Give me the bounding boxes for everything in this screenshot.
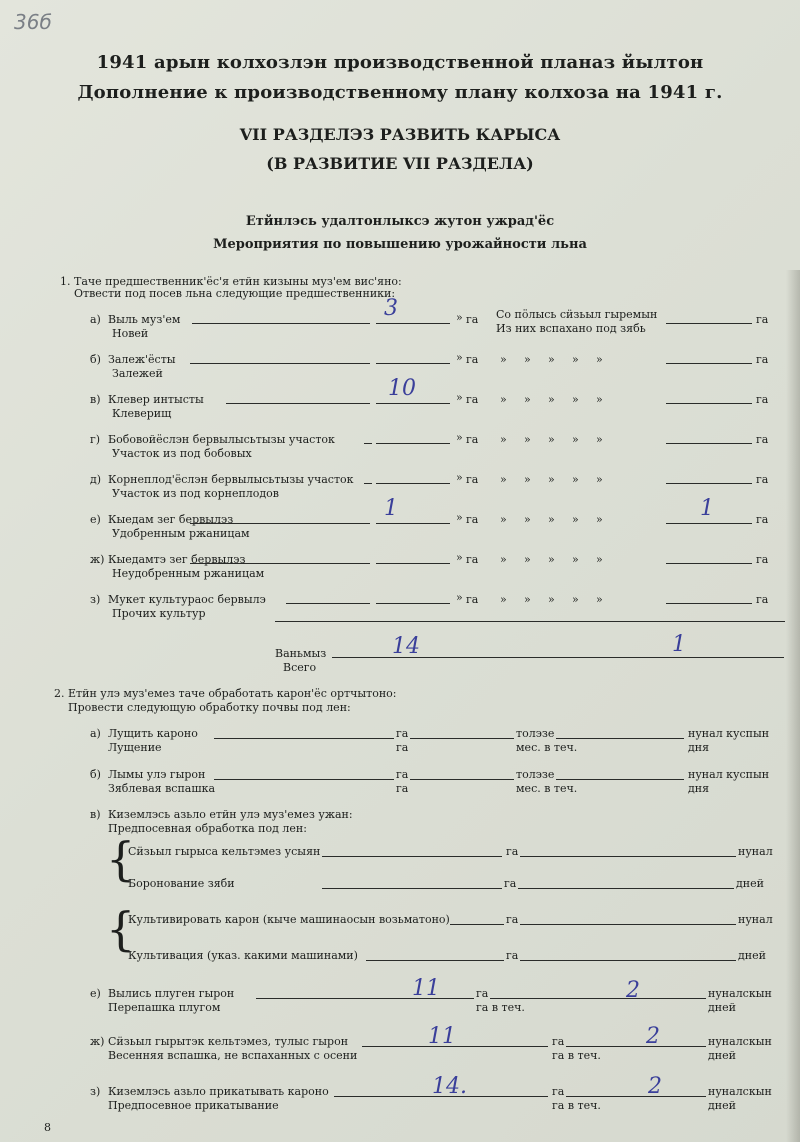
q1-row-udmurt: Кыедамтэ зег бервылэз (108, 553, 246, 566)
q1-row-label-line (190, 563, 370, 564)
q2a-letter: а) (90, 727, 101, 740)
q2c-r1-ru-unit: га (504, 877, 517, 890)
q1-row-russian: Залежей (112, 367, 163, 380)
q2b-days-line (556, 779, 684, 780)
q1-row-unit: га (466, 473, 479, 486)
q2b-end-udmurt: нунал куспын (688, 768, 770, 781)
q2b-area-line (214, 779, 394, 780)
q2z-days-line (566, 1096, 706, 1097)
q1-row-label-line (192, 323, 370, 324)
q1-row-russian: Клеверищ (112, 407, 172, 420)
q2e-days: 2 (626, 978, 640, 1003)
section-heading-russian: (В РАЗВИТИЕ VII РАЗДЕЛА) (266, 154, 534, 173)
q1-row-russian: Участок из под корнеплодов (112, 487, 279, 500)
q1-row-ditto-quote: » (456, 471, 463, 484)
q2e-area-line (256, 998, 474, 999)
q1-row-ditto: » (500, 553, 507, 566)
bottom-page-mark: 8 (44, 1121, 51, 1134)
q2a-unit-ru: га (396, 741, 409, 754)
q2zh-days: 2 (646, 1024, 660, 1049)
q1-row-ditto: » (572, 593, 579, 606)
q1-row-ditto: » (548, 513, 555, 526)
q2c-r1-days-line (520, 856, 736, 857)
q1-row-letter: б) (90, 353, 101, 366)
q1-row-ditto: » (500, 513, 507, 526)
q2e-unit: га (476, 987, 489, 1000)
section-heading-udmurt: VII РАЗДЕЛЭЗ РАЗВИТЬ КАРЫСА (239, 125, 561, 144)
q1-row-ditto: » (548, 353, 555, 366)
q2c-r2-unit: га (506, 913, 519, 926)
q1-row-letter: е) (90, 513, 101, 526)
q2-label-udmurt: 2. Етйн улэ муз'емез таче обработать карон'ёс ортчытоно: (54, 687, 397, 700)
q1-row-label-line (190, 523, 370, 524)
q2b-russian: Зяблевая вспашка (108, 782, 216, 795)
q1-row-ditto: » (596, 513, 603, 526)
q1-row-russian: Удобренным ржаницам (112, 527, 250, 540)
q1-row-udmurt: Залеж'ёсты (108, 353, 176, 366)
q2a-end-udmurt: нунал куспын (688, 727, 770, 740)
q2e-udmurt: Вылись плуген гырон (108, 987, 235, 1000)
q2a-mid-russian: мес. в теч. (516, 741, 578, 754)
q1-row-value-line (376, 483, 450, 484)
q2z-days: 2 (648, 1074, 662, 1099)
q1-total-right-value: 1 (672, 632, 686, 657)
q2c-r2-russian: Культивация (указ. какими машинами) (128, 949, 358, 962)
q2e-days-line (490, 998, 706, 999)
q1-row-right-unit: га (756, 313, 769, 326)
q1-row-right-line (666, 403, 752, 404)
q1-row-udmurt: Мукет культураос бервылэ (108, 593, 266, 606)
q1-row-udmurt: Выль муз'ем (108, 313, 181, 326)
q2e-letter: е) (90, 987, 101, 1000)
q1-row-right-line (666, 443, 752, 444)
q1-row-value: 1 (384, 496, 398, 521)
q2-label-russian: Провести следующую обработку почвы под лен: (68, 701, 351, 714)
q2zh-unit: га (552, 1035, 565, 1048)
q1-row-unit: га (466, 393, 479, 406)
q2c-udmurt: Киземлэсь азьло етйн улэ муз'емез ужан: (108, 808, 353, 821)
q1-row-right-unit: га (756, 553, 769, 566)
q1-row-value: 10 (388, 376, 416, 401)
q2c-r2-area-line (450, 924, 504, 925)
q2b-letter: б) (90, 768, 101, 781)
q1-row-right-line (666, 323, 752, 324)
q1-row-ditto-quote: » (456, 511, 463, 524)
q2z-letter: з) (90, 1085, 101, 1098)
q1-row-right-line (666, 483, 752, 484)
q1-row-ditto: » (572, 513, 579, 526)
q1-row-ditto: » (524, 553, 531, 566)
q1-row-letter: з) (90, 593, 101, 606)
q1-row-ditto: » (548, 553, 555, 566)
q1-row-udmurt: Бобовойёслэн бервылысьтызы участок (108, 433, 335, 446)
q2zh-end-russian: дней (708, 1049, 736, 1062)
q2z-unit-in-time: га в теч. (552, 1099, 601, 1112)
q1-row-ditto: » (596, 473, 603, 486)
q1-row-right-unit: га (756, 513, 769, 526)
q1-row-value-line (376, 603, 450, 604)
q1-row-russian: Новей (112, 327, 149, 340)
q2c-r1-unit: га (506, 845, 519, 858)
q1-row-label-line (226, 403, 370, 404)
q2e-unit-in-time: га в теч. (476, 1001, 525, 1014)
q2zh-unit-in-time: га в теч. (552, 1049, 601, 1062)
q2b-mid-line (410, 779, 514, 780)
q1-row-ditto: » (596, 593, 603, 606)
q1-total-russian: Всего (283, 661, 317, 674)
q1-row-unit: га (466, 353, 479, 366)
q2c-r2-udmurt: Культивировать карон (кыче машинаосын возьматоно) (128, 913, 450, 926)
q1-row-right-unit: га (756, 353, 769, 366)
q1-row-unit: га (466, 313, 479, 326)
q1-row-right-line (666, 603, 752, 604)
q2c-r2-ru-days-line (520, 960, 736, 961)
q1-row-right-unit: га (756, 393, 769, 406)
q2z-unit: га (552, 1085, 565, 1098)
q2c-r1-area-line (322, 856, 502, 857)
q2zh-end-udmurt: нуналскын (708, 1035, 772, 1048)
q1-row-ditto: » (524, 593, 531, 606)
q1-row-ditto: » (500, 473, 507, 486)
q2zh-russian: Весенняя вспашка, не вспаханных с осени (108, 1049, 358, 1062)
q1-row-right-line (666, 563, 752, 564)
q2a-udmurt: Лущить кароно (108, 727, 198, 740)
q2b-end-russian: дня (688, 782, 710, 795)
q1-row-letter: ж) (90, 553, 105, 566)
q2zh-udmurt: Сӥзьыл гырытэк кельтэмез, тулыс гырон (108, 1035, 349, 1048)
q2c-r1-udmurt: Сӥзьыл гырыса кельтэмез усыян (128, 845, 321, 858)
q2b-mid-russian: мес. в теч. (516, 782, 578, 795)
q2zh-days-line (566, 1046, 706, 1047)
q1-row-ditto: » (524, 433, 531, 446)
q1-row-ditto: » (596, 553, 603, 566)
q1-row-ditto: » (572, 433, 579, 446)
q1-row-right-unit: га (756, 473, 769, 486)
q2c-letter: в) (90, 808, 101, 821)
q2b-unit: га (396, 768, 409, 781)
q2c-r2-days-line (520, 924, 736, 925)
q1-row-letter: а) (90, 313, 101, 326)
q1-right-header-russian: Из них вспахано под зябь (496, 322, 646, 335)
q2c-r1-russian: Боронование зяби (128, 877, 235, 890)
q1-row-ditto: » (500, 353, 507, 366)
q2c-brace-2: { (106, 902, 136, 956)
q1-row-ditto: » (524, 473, 531, 486)
q1-row-udmurt: Клевер интысты (108, 393, 204, 406)
q1-row-unit: га (466, 553, 479, 566)
q2c-r2-ru-unit: га (506, 949, 519, 962)
q1-row-russian: Неудобренным ржаницам (112, 567, 265, 580)
q1-row-right-line (666, 523, 752, 524)
q1-row-label-line (190, 363, 370, 364)
q1-label-russian: Отвести под посев льна следующие предшественники: (74, 287, 396, 300)
q2a-days-line (556, 738, 684, 739)
q1-row-value-line (376, 443, 450, 444)
q1-row-udmurt: Корнеплод'ёслэн бервылысьтызы участок (108, 473, 354, 486)
q2c-brace-1: { (106, 832, 136, 886)
q1-row-ditto: » (500, 433, 507, 446)
q2c-r2-end: нунал (738, 913, 773, 926)
q2a-mid-line (410, 738, 514, 739)
q1-row-ditto: » (524, 513, 531, 526)
q2c-r2-ru-area-line (366, 960, 504, 961)
q2z-end-russian: дней (708, 1099, 736, 1112)
q1-total-rule (275, 621, 785, 622)
q1-row-ditto: » (548, 393, 555, 406)
q2e-end-udmurt: нуналскын (708, 987, 772, 1000)
q2e-value: 11 (412, 976, 440, 1001)
q1-row-ditto: » (596, 353, 603, 366)
q2e-russian: Перепашка плугом (108, 1001, 221, 1014)
q2c-r1-end: нунал (738, 845, 773, 858)
q2a-mid-udmurt: толэзе (516, 727, 555, 740)
q1-row-ditto: » (572, 393, 579, 406)
q2c-r1-ru-days-line (518, 888, 734, 889)
q1-row-value-line (376, 523, 450, 524)
archive-corner-mark: 36б (14, 10, 52, 34)
q2c-r2-end-ru: дней (738, 949, 766, 962)
q1-right-header-udmurt: Со пӧлысь сӥзьыл гыремын (496, 308, 658, 321)
q2c-r1-ru-area-line (322, 888, 502, 889)
q1-row-value-line (376, 363, 450, 364)
q1-row-ditto: » (572, 353, 579, 366)
q1-row-ditto: » (596, 393, 603, 406)
title-russian: Дополнение к производственному плану колхоза на 1941 г. (77, 82, 723, 103)
q2z-end-udmurt: нуналскын (708, 1085, 772, 1098)
q1-row-label-line (364, 443, 372, 444)
q1-total-value: 14 (392, 634, 420, 659)
q2zh-letter: ж) (90, 1035, 105, 1048)
q1-row-ditto: » (548, 593, 555, 606)
q2b-udmurt: Лымы улэ гырон (108, 768, 206, 781)
q2z-udmurt: Киземлэсь азьло прикатывать кароно (108, 1085, 329, 1098)
q1-row-value-line (376, 323, 450, 324)
q1-row-ditto-quote: » (456, 351, 463, 364)
q2b-unit-ru: га (396, 782, 409, 795)
q1-row-ditto: » (500, 593, 507, 606)
q1-row-ditto: » (500, 393, 507, 406)
q1-row-ditto: » (548, 473, 555, 486)
measures-heading-russian: Мероприятия по повышению урожайности льна (213, 237, 587, 252)
q1-row-right-value: 1 (700, 496, 714, 521)
q1-row-ditto-quote: » (456, 311, 463, 324)
q1-row-right-unit: га (756, 433, 769, 446)
q2e-end-russian: дней (708, 1001, 736, 1014)
q1-row-ditto-quote: » (456, 391, 463, 404)
q1-row-letter: г) (90, 433, 101, 446)
q2a-unit: га (396, 727, 409, 740)
q1-row-value-line (376, 403, 450, 404)
q1-row-letter: д) (90, 473, 102, 486)
q1-row-unit: га (466, 513, 479, 526)
q1-row-unit: га (466, 593, 479, 606)
q2a-area-line (214, 738, 394, 739)
title-udmurt: 1941 арын колхозлэн производственной планаз йылтон (96, 52, 704, 73)
q1-row-ditto: » (524, 353, 531, 366)
q1-row-udmurt: Кыедам зег бервылэз (108, 513, 234, 526)
measures-heading-udmurt: Етйнлэсь удалтонлыксэ жутон ужрад'ёс (245, 214, 555, 229)
q1-row-russian: Прочих культур (112, 607, 206, 620)
q2z-russian: Предпосевное прикатывание (108, 1099, 279, 1112)
q1-label-udmurt: 1. Таче предшественник'ёс'я етйн кизыны муз'ем вис'яно: (60, 275, 402, 288)
q2c-r1-end-ru: дней (736, 877, 764, 890)
q1-row-value-line (376, 563, 450, 564)
q1-row-right-unit: га (756, 593, 769, 606)
q1-row-ditto-quote: » (456, 591, 463, 604)
q1-row-letter: в) (90, 393, 101, 406)
q1-row-right-line (666, 363, 752, 364)
q2b-mid-udmurt: толэзе (516, 768, 555, 781)
q1-row-ditto: » (572, 553, 579, 566)
q2z-value: 14. (432, 1074, 467, 1099)
q1-row-unit: га (466, 433, 479, 446)
q1-total-udmurt: Ваньмыз (275, 647, 327, 660)
q1-row-ditto: » (596, 433, 603, 446)
q1-row-russian: Участок из под бобовых (112, 447, 252, 460)
q2zh-value: 11 (428, 1024, 456, 1049)
q1-row-ditto: » (524, 393, 531, 406)
q1-row-value: 3 (384, 296, 398, 321)
q2a-russian: Лущение (108, 741, 162, 754)
q1-row-ditto-quote: » (456, 551, 463, 564)
q2a-end-russian: дня (688, 741, 710, 754)
page-edge-shadow (786, 270, 800, 1142)
q1-row-label-line (286, 603, 370, 604)
q1-row-ditto: » (572, 473, 579, 486)
q1-row-ditto: » (548, 433, 555, 446)
q2c-russian: Предпосевная обработка под лен: (108, 822, 307, 835)
q1-row-ditto-quote: » (456, 431, 463, 444)
q1-row-label-line (364, 483, 372, 484)
